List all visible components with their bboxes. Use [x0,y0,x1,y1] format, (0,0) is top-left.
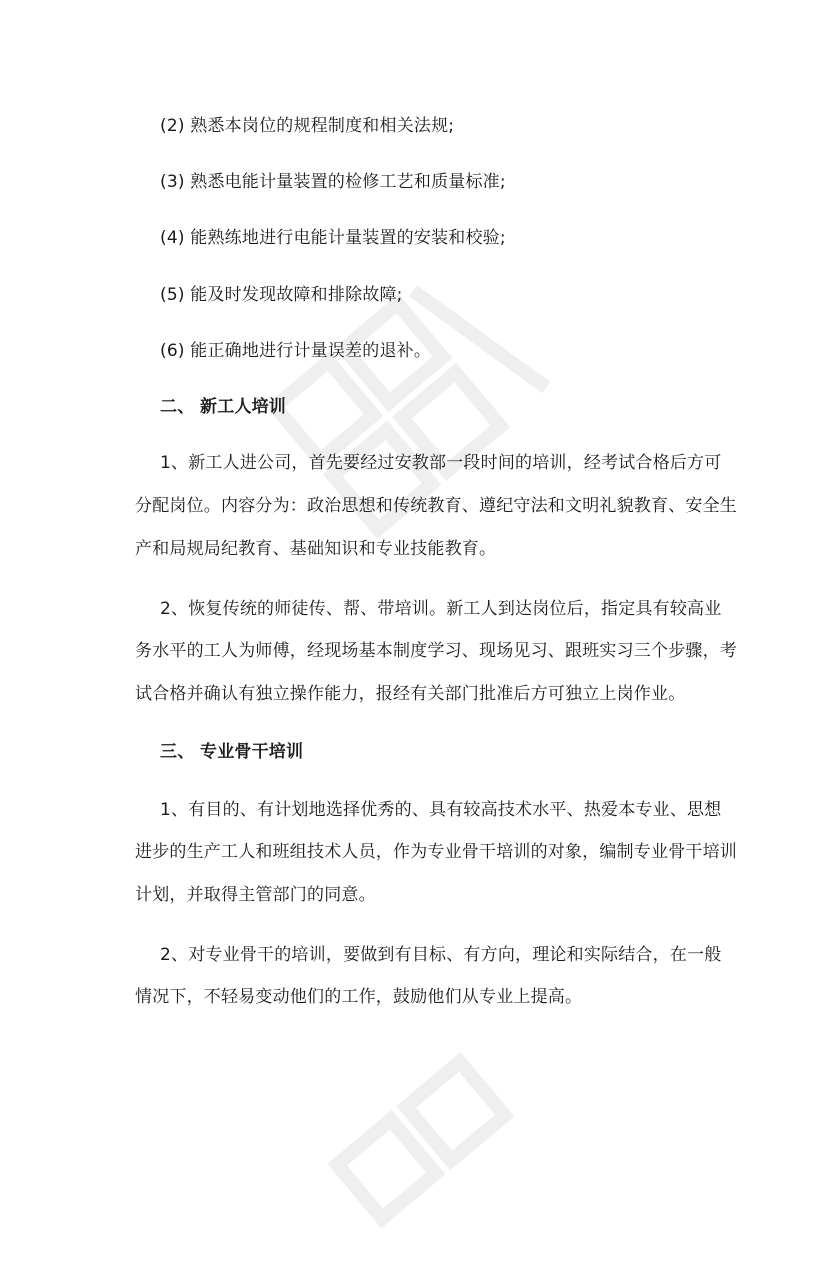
section-heading-3 [160,741,303,763]
paragraph-line: 1、有目的、有计划地选择优秀的、具有较高技术水平、热爱本专业、思想 [160,800,722,820]
paragraph-line: 2、恢复传统的师徒传、帮、带培训。新工人到达岗位后，指定具有较高业 [160,599,722,619]
paragraph-line: 情况下，不轻易变动他们的工作，鼓励他们从专业上提高。 [135,987,583,1007]
section-title: 新工人培训 [200,397,286,417]
section-heading-2 [160,396,286,418]
paragraph-line: 1、新工人进公司，首先要经过安教部一段时间的培训，经考试合格后方可 [160,453,722,473]
section-title: 专业骨干培训 [200,742,304,762]
list-item: (4) 能熟练地进行电能计量装置的安装和校验; [160,228,506,248]
section-number: 二、 [160,397,195,417]
paragraph-line: 计划，并取得主管部门的同意。 [135,885,376,905]
paragraph-line: 产和局规局纪教育、基础知识和专业技能教育。 [135,539,497,559]
paragraph-line: 进步的生产工人和班组技术人员，作为专业骨干培训的对象，编制专业骨干培训 [135,842,737,862]
list-item: (6) 能正确地进行计量误差的退补。 [160,341,432,361]
section-number: 三、 [160,742,195,762]
list-item: (5) 能及时发现故障和排除故障; [160,285,403,305]
paragraph-line: 务水平的工人为师傅，经现场基本制度学习、现场见习、跟班实习三个步骤，考 [135,641,737,661]
paragraph-line: 分配岗位。内容分为：政治思想和传统教育、遵纪守法和文明礼貌教育、安全生 [135,496,737,516]
list-item: (2) 熟悉本岗位的规程制度和相关法规; [160,116,455,136]
watermark-logo-bottom [309,995,611,1285]
list-item: (3) 熟悉电能计量装置的检修工艺和质量标准; [160,172,506,192]
paragraph-line: 2、对专业骨干的培训，要做到有目标、有方向，理论和实际结合，在一般 [160,945,722,965]
paragraph-line: 试合格并确认有独立操作能力，报经有关部门批准后方可独立上岗作业。 [135,684,686,704]
